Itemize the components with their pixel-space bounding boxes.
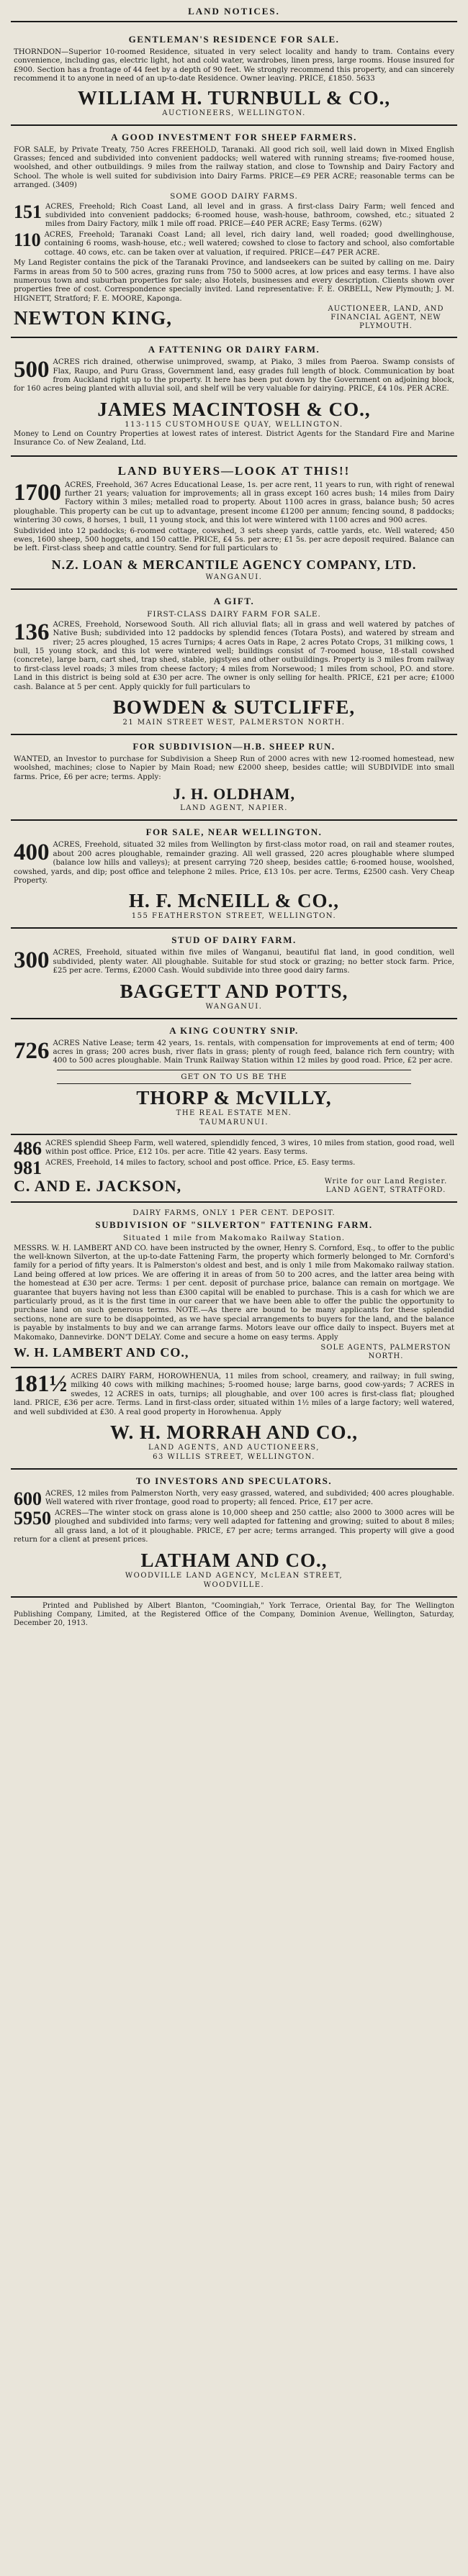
acreage-number: 5950 [14,1507,51,1529]
agent-name: JAMES MACINTOSH & CO., [97,398,371,420]
listing-body: ACRES, Freehold, 367 Acres Educational Lease, 1s. per acre rent, 11 years to run, with right of renewal further 21 years; valuation for improvements; all in grass except 160 acres bush; 14 miles from Dairy Factory within 3 miles; metalled road to property. About 1100 acres in grass, balance bush; 50 acres ploughable. This property can be cut up to advantage, present income £1200 per annum; fencing sound, 8 paddocks; wintering 30 cows, 8 horses, 1 bull, 11 young stock, and this lot were wintered with 1100 acres and 900 acres. [14,481,454,525]
ad-jackson [11,1135,457,1203]
agent-name: NEWTON KING, [14,307,173,329]
listing-body: ACRES, Freehold, situated 32 miles from Wellington by first-class motor road, on rail and steamer routes, about 200 acres ploughable, remainder grazing. All well grassed, 220 acres ploughable where slumped (balance low hills and valleys); at present carrying 720 sheep, besides cattle; 6-roomed house, woolshed, cowshed, yards, and dip; post office and telephone 2 miles. Price, £13 10s. per acre. Terms, £2500 cash. Very Cheap Property. [14,841,454,885]
acreage-number: 151 [14,201,42,222]
agent-tagline: THE REAL ESTATE MEN. [176,1109,292,1117]
ad-body: FOR SALE, by Private Treaty, 750 Acres FREEHOLD, Taranaki. All good rich soil, well laid down in Mixed English Grasses; fenced and subdivided into convenient paddocks; well watered with running streams; five-roomed house, woolshed, and other outbuildings. 9 miles from the railway station, and close to Township and Dairy Factory and School. The whole is well suited for subdivision into Dairy Farms. PRICE—£9 PER ACRE; reasonable terms can be arranged. (3409) [14,145,454,190]
listing-body: ACRES Native Lease; term 42 years, 1s. rentals, with compensation for improvements at end of term; 400 acres in grass; 200 acres bush, river flats in grass; plenty of rough feed, balance rich fern country; with 400 to 500 acres ploughable. Main Trunk Railway Station within 12 miles by good road. Price, £2 per acre. [53,1039,454,1065]
agent-name: THORP & McVILLY, [136,1086,332,1109]
listing-body: ACRES, Freehold, situated within five miles of Wanganui, beautiful flat land, in good condition, well subdivided, plenty water. All ploughable. Suitable for stud stock or grazing; no better stock farm. Price, £25 per acre. Terms, £2000 Cash. Would subdivide into three good dairy farms. [53,949,454,975]
listing-body: ACRES, Freehold; Rich Coast Land, all level and in grass. A first-class Dairy Farm; well fenced and subdivided into convenient paddocks; 6-roomed house, wash-house, bathroom, cowshed, etc.; situated 2 miles from Dairy Factory, milk 1 mile off road. PRICE—£40 PER ACRE; Easy Terms. (62W) [45,202,454,229]
listing [14,1139,454,1159]
ad-title: TO INVESTORS AND SPECULATORS. [135,1475,333,1487]
acreage-number: 600 [14,1488,42,1510]
agent-address: 155 FEATHERSTON STREET, WELLINGTON. [131,912,337,921]
ad-body: WANTED, an Investor to purchase for Subdivision a Sheep Run of 2000 acres with new 12-roomed homestead, new woolshed, machines; close to Napier by Main Road; new £2000 sheep, besides cattle; will SUBDIVIDE into small farms. Price, £6 per acre; terms. Apply: [14,755,454,781]
ad-body: MESSRS. W. H. LAMBERT AND CO. have been instructed by the owner, Henry S. Cornford, Esq., to offer to the public the well-known Silverton, at the up-to-date Fattening Farm, the property which formerly belonged to Mr. Cornford's family for a period of fifty years. It is Palmerston's oldest and best, and is only 1 mile from Makomako railway station. Land being offered at low prices. We are offering it in areas of from 50 to 200 acres, and the latter area being with the homestead at £30 per acre. Terms: 1 per cent. deposit of purchase price, balance can remain on mortgage. We guarantee that buyers having not less than £300 capital will be enabled to purchase. This is a cash for which we are particularly proud, as it is the first time in our career that we have been able to offer the public the opportunity to purchase land on such generous terms. NOTE.—As there are bound to be many applicants for these splendid sections, none are sure to be disappointed, as we have special arrangements to buyers for the land, and the balance is payable by instalments to buy and we can arrange farms. Motors leave our office daily to inspect. Buyers met at Makomako, Dannevirke. DON'T DELAY. Come and secure a home on easy terms. Apply [14,1244,454,1342]
acreage-number: 726 [14,1037,50,1064]
ad-gift-dairy [11,590,457,735]
listing [14,1159,454,1177]
acreage-number: 981 [14,1157,42,1178]
ad-land-buyers [11,457,457,590]
listing [14,203,454,231]
agent-tagline: WOODVILLE LAND AGENCY, McLEAN STREET, [125,1571,343,1580]
listing-body: ACRES splendid Sheep Farm, well watered, splendidly fenced, 3 wires, 10 miles from station, good road, well within post office. Price, £12 10s. per acre. Title 42 years. Easy terms. [45,1139,454,1157]
ad-investors [11,1470,457,1597]
ad-body: THORNDON—Superior 10-roomed Residence, situated in very select locality and handy to tram. Contains every convenience, including gas, electric light, hot and cold water, wardrobes, linen press, large rooms. House insured for £900. Section has a frontage of 44 feet by a depth of 90 feet. We strongly recommend this property, and can sincerely recommend it to anyone in need of an up-to-date Residence. Owner leaving. PRICE, £1850. 5633 [14,48,454,83]
ad-title: A KING COUNTRY SNIP. [169,1024,299,1036]
acreage-number: 136 [14,619,50,645]
listing [14,358,454,396]
ad-gentlemans-residence [11,28,457,126]
listing [14,231,454,259]
agent-name: BOWDEN & SUTCLIFFE, [112,696,356,719]
newspaper-page [11,0,457,1633]
listing [14,841,454,887]
agent-row [14,1177,454,1196]
acreage-number: 500 [14,357,50,383]
ad-body: Subdivided into 12 paddocks; 6-roomed cottage, cowshed, 3 sets sheep yards, cattle yards, etc. Well watered; 450 ewes, 1600 sheep, 500 hoggets, and 150 cattle. PRICE, £4 5s. per acre; £1 5s. per acre deposit required. Balance can be left. First-class sheep and cattle country. Send for full particulars to [14,527,454,553]
imprint-footer [11,1598,457,1633]
listing-body: ACRES, 12 miles from Palmerston North, very easy grassed, watered, and subdivided; 400 acres ploughable. Well watered with river frontage, good road to property; all fenced. Price, £17 per acre. [45,1490,454,1507]
ad-title: STUD OF DAIRY FARM. [171,934,297,946]
listing-body: ACRES DAIRY FARM, HOROWHENUA, 11 miles from school, creamery, and railway; in full swing, milking 40 cows with milking machines; 5-roomed house; large barns, good cow-yards; 7 ACRES in swedes, 12 ACRES in oats, turnips; all ploughable, and over 100 acres is first-class flat; ploughed land. PRICE, £36 per acre. Terms. Land in first-class order, situated within 1½ miles of a large factory; well watered, and well subdivided at £30. A real good property in Horowhenua. Apply [14,1373,454,1416]
ad-body: My Land Register contains the pick of the Taranaki Province, and landseekers can be suited by calling on me. Dairy Farms in areas from 50 to 500 acres, grazing runs from 750 to 5000 acres, at low prices and easy terms. I have also numerous town and suburban properties for sale; also Hotels, businesses and every description. Clients shown over properties free of cost. Correspondence specially invited. Land representative: F. E. ORBELL, New Plymouth; J. M. HIGNETT, Stratford; F. E. MOORE, Kaponga. [14,259,454,303]
agent-name: J. H. OLDHAM, [172,785,296,804]
agent-address: LAND AGENT, NAPIER. [180,804,288,813]
listing-body: ACRES, Freehold, Norsewood South. All rich alluvial flats; all in grass and well watered by patches of Native Bush; subdivided into 12 paddocks by splendid fences (Totara Posts), and watered by stream and river; 25 acres ploughed, 15 acres Turnips; 4 acres Oats in Rape, 2 acres Potato Crops, 31 milking cows, 1 bull, 15 young stock, and this lot were wintered well; buildings consist of 7-roomed house, 18-stall cowshed (concrete), large barn, cart shed, trap shed, stable, pigstyes and other outbuildings. Property is 3 miles from railway to first-class level roads; 3 miles from cheese factory; 4 miles from Norsewood; 1 miles from school, P.O. and store. Land in this district is being sold at £30 per acre. The owner is only selling for health. PRICE, £21 per acre; £1000 cash. Balance at 5 per cent. Apply quickly for full particulars to [14,620,454,691]
ad-king-country [11,1019,457,1135]
ad-title: SUBDIVISION OF "SILVERTON" FATTENING FARM. [95,1219,373,1230]
agent-address: 63 WILLIS STREET, WELLINGTON. [153,1453,315,1462]
agent-address: AUCTIONEERS, WELLINGTON. [162,109,306,117]
listing-body: ACRES rich drained, otherwise unimproved, swamp, at Piako, 3 miles from Paeroa. Swamp consists of Flax, Raupo, and Puru Grass, Government land, easy grades full length of block. Communication by boat from Auckland right up to the property. It here has been put down by the Government on adjoining block, for 160 acres being planted with alluvial soil, and shelf will be very valuable for dairying. PRICE, £4 10s. PER ACRE. [14,358,454,393]
ad-note: Money to Lend on Country Properties at lowest rates of interest. District Agents for the Standard Fire and Marine Insurance Co. of New Zealand, Ltd. [14,429,454,447]
listing [14,481,454,527]
ad-hb-sheep-run [11,735,457,821]
agent-name: W. H. MORRAH AND CO., [109,1421,358,1444]
agent-address: AUCTIONEER, LAND, AND FINANCIAL AGENT, NEW PLYMOUTH. [328,305,444,331]
listing [14,1490,454,1509]
ad-stud-dairy [11,929,457,1019]
agent-name: WILLIAM H. TURNBULL & CO., [77,86,391,109]
imprint-text: Printed and Published by Albert Blanton, "Coomingiah," York Terrace, Oriental Bay, for The Wellington Publishing Company, Limited, at the Registered Office of the Company, Dominion Avenue, Wellington, Saturday, December 20, 1913. [14,1601,454,1628]
listing [14,621,454,693]
agent-address: SOLE AGENTS, PALMERSTON NORTH. [320,1344,451,1361]
listing-body: ACRES—The winter stock on grass alone is 10,000 sheep and 250 cattle; also 2000 to 3000 acres will be ploughed and subdivided into farms; very well adapted for fattening and growing; suited to about 8 miles; all grass land, a lot of it ploughable. PRICE, £7 per acre; terms arranged. This property will give a good return for a client at present prices. [14,1508,454,1544]
divider [57,1083,411,1084]
call-to-action: GET ON TO US BE THE [181,1072,287,1081]
agent-name: W. H. LAMBERT AND CO., [14,1345,189,1360]
agent-row [14,305,454,331]
ad-title: A GIFT. [213,595,255,606]
agent-name: N.Z. LOAN & MERCANTILE AGENCY COMPANY, LTD. [51,557,417,572]
ad-sheep-farmers [11,126,457,339]
acreage-number: 486 [14,1137,42,1159]
ad-fattening-dairy [11,338,457,456]
listing [14,1373,454,1419]
ad-title: FOR SUBDIVISION—H.B. SHEEP RUN. [132,741,336,752]
agent-name: BAGGETT AND POTTS, [120,980,348,1002]
acreage-number: 1700 [14,479,61,506]
agent-row [14,1344,454,1361]
acreage-number: 110 [14,229,41,250]
agent-tagline: LAND AGENTS, AND AUCTIONEERS, [148,1444,320,1452]
section-heading: LAND NOTICES. [11,6,457,22]
ad-subtitle: FIRST-CLASS DAIRY FARM FOR SALE. [147,609,321,619]
ad-title: A FATTENING OR DAIRY FARM. [148,344,320,355]
ad-subtitle: DAIRY FARMS, ONLY 1 PER CENT. DEPOSIT. [132,1208,336,1217]
agent-name: LATHAM AND CO., [140,1549,328,1571]
ad-silverton [11,1203,457,1368]
agent-name: C. AND E. JACKSON, [14,1176,182,1195]
agent-address: 21 MAIN STREET WEST, PALMERSTON NORTH. [122,719,346,727]
agent-address: Write for our Land Register. LAND AGENT, STRATFORD. [324,1177,448,1194]
ad-subtitle: SOME GOOD DAIRY FARMS. [170,191,298,201]
ad-near-wellington [11,821,457,929]
agent-address: TAUMARUNUI. [199,1118,269,1127]
ad-title: LAND BUYERS—LOOK AT THIS!! [117,463,351,478]
ad-title: FOR SALE, NEAR WELLINGTON. [145,827,323,838]
agent-name: H. F. McNEILL & CO., [128,890,340,912]
ad-title: GENTLEMAN'S RESIDENCE FOR SALE. [128,34,340,45]
acreage-number: 400 [14,839,50,866]
listing [14,1039,454,1068]
agent-address: 113-115 CUSTOMHOUSE QUAY, WELLINGTON. [125,420,343,429]
listing [14,1509,454,1547]
ad-horowhenua [11,1368,457,1470]
listing-body: ACRES, Freehold, 14 miles to factory, school and post office. Price, £5. Easy terms. [45,1158,356,1167]
agent-address: WANGANUI. [205,573,263,581]
agent-address: WOODVILLE. [203,1580,265,1589]
ad-subtitle: Situated 1 mile from Makomako Railway Station. [122,1233,346,1242]
listing [14,949,454,977]
acreage-number: 181½ [14,1371,68,1398]
acreage-number: 300 [14,947,50,974]
ad-title: A GOOD INVESTMENT FOR SHEEP FARMERS. [111,131,357,142]
agent-address: WANGANUI. [205,1002,263,1011]
listing-body: ACRES, Freehold; Taranaki Coast Land; all level, rich dairy land, well roaded; good dwellinghouse, containing 6 rooms, wash-house, etc.; well watered; cowshed to close to factory and school, also comfortable cottage. 40 cows, etc. can be taken over at valuation, if required. PRICE—£47 PER ACRE. [44,230,454,257]
